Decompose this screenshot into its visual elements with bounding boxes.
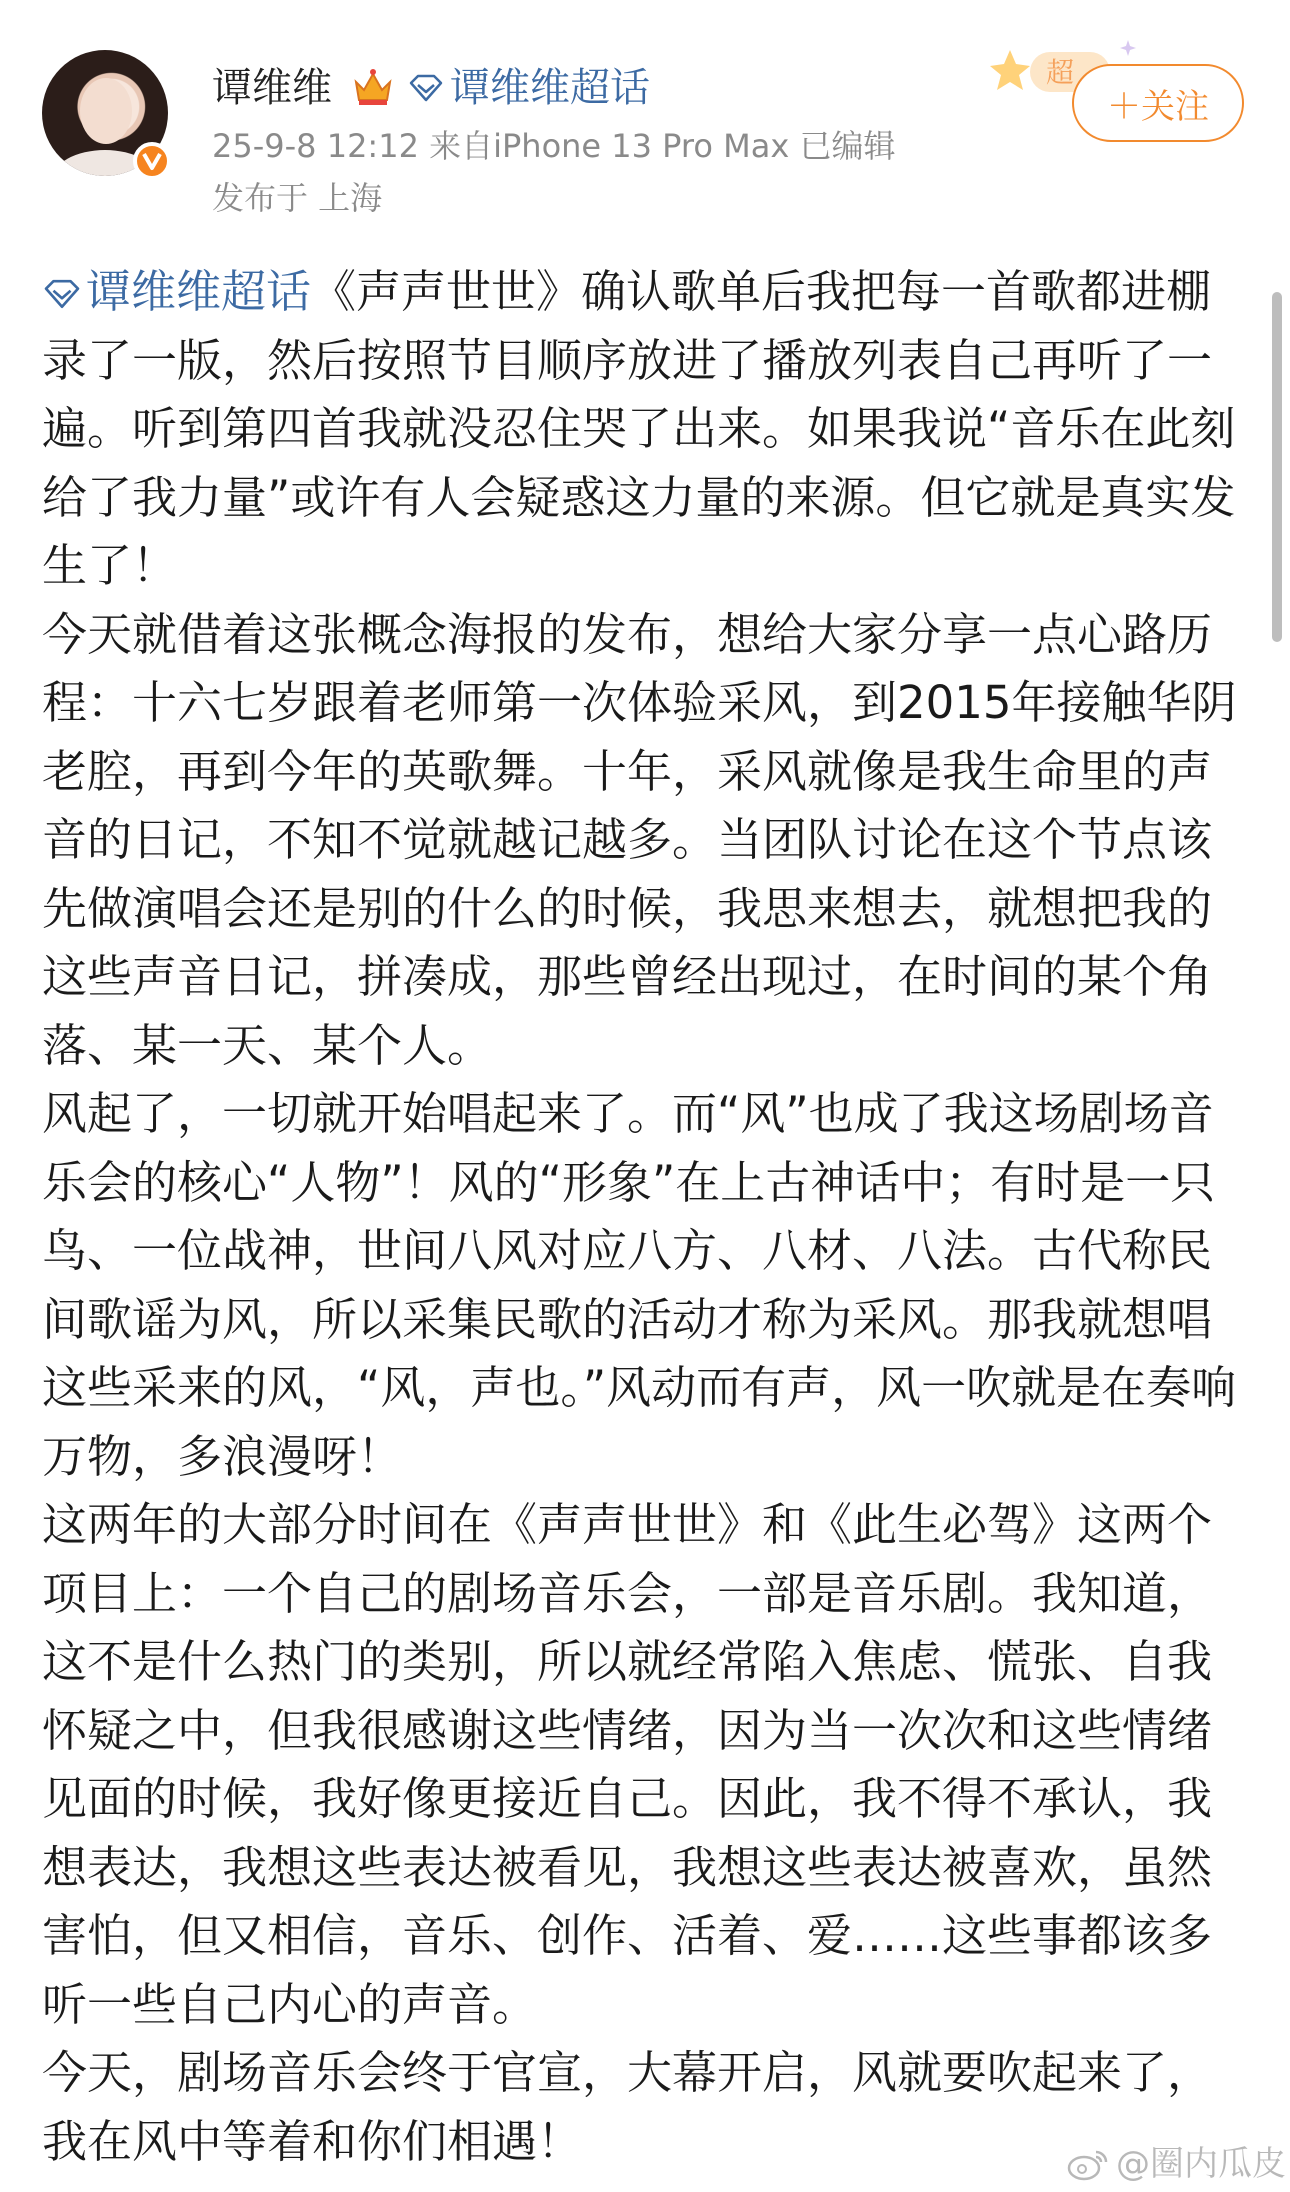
paragraph-4: 这两年的大部分时间在《声声世世》和《此生必驾》这两个项目上：一个自己的剧场音乐会，一部是音乐剧。我知道，这不是什么热门的类别，所以就经常陷入焦虑、慌张、自我怀疑之中，但我很感谢这些情绪，因为当一次次和这些情绪见面的时候，我好像更接近自己。因此，我不得不承认，我想表达，我想这些表达被看见，我想这些表达被喜欢，虽然害怕，但又相信，音乐、创作、活着、爱……这些事都该多听一些自己内心的声音。 (42, 1498, 1213, 2031)
paragraph-1 (42, 258, 1242, 601)
watermark (1066, 2142, 1286, 2186)
diamond-icon (408, 73, 444, 103)
post-location: 发布于 上海 (212, 179, 383, 217)
paragraph-2: 今天就借着这张概念海报的发布，想给大家分享一点心路历程：十六七岁跟着老师第一次体验采风，到2015年接触华阴老腔，再到今年的英歌舞。十年，采风就像是我生命里的声音的日记，不知不觉就越记越多。当团队讨论在这个节点该先做演唱会还是别的什么的时候，我思来想去，就想把我的这些声音日记，拼凑成，那些曾经出现过，在时间的某个角落、某一天、某个人。 (42, 607, 1237, 1072)
verified-v-icon (133, 142, 171, 180)
author-name[interactable]: 谭维维 (212, 65, 332, 111)
watermark-text: @圈内瓜皮 (1116, 2144, 1286, 2184)
weibo-logo-icon (1066, 2146, 1110, 2182)
post-body (42, 258, 1242, 2176)
paragraph-text: 《声声世世》确认歌单后我把每一首歌都进棚录了一版，然后按照节目顺序放进了播放列表自己再听了一遍。听到第四首我就没忍住哭了出来。如果我说“音乐在此刻给了我力量”或许有人会疑惑这力量的来源。但它就是真实发生了！ (42, 265, 1236, 592)
hashtag-link[interactable] (42, 265, 311, 318)
scrollbar[interactable] (1272, 292, 1282, 642)
follow-area (980, 30, 1250, 150)
hashtag-label: 谭维维超话 (86, 265, 312, 318)
supertopic-label: 谭维维超话 (450, 65, 650, 111)
post-header (0, 0, 1290, 220)
paragraph-5: 今天，剧场音乐会终于官宣，大幕开启，风就要吹起来了，我在风中等着和你们相遇！ (42, 2046, 1213, 2168)
supertopic-link[interactable] (408, 62, 650, 114)
diamond-icon (42, 278, 82, 310)
post-meta: 25-9-8 12:12 来自iPhone 13 Pro Max 已编辑 (212, 127, 896, 165)
follow-button[interactable]: ＋关注 (1072, 64, 1244, 142)
svg-text:超: 超 (1046, 56, 1075, 89)
crown-icon (350, 64, 396, 110)
paragraph-3: 风起了，一切就开始唱起来了。而“风”也成了我这场剧场音乐会的核心“人物”！风的“形象”在上古神话中；有时是一只鸟、一位战神，世间八风对应八方、八材、八法。古代称民间歌谣为风，所以采集民歌的活动才称为采风。那我就想唱这些采来的风，“风，声也。”风动而有声，风一吹就是在奏响万物，多浪漫呀！ (42, 1087, 1237, 1483)
